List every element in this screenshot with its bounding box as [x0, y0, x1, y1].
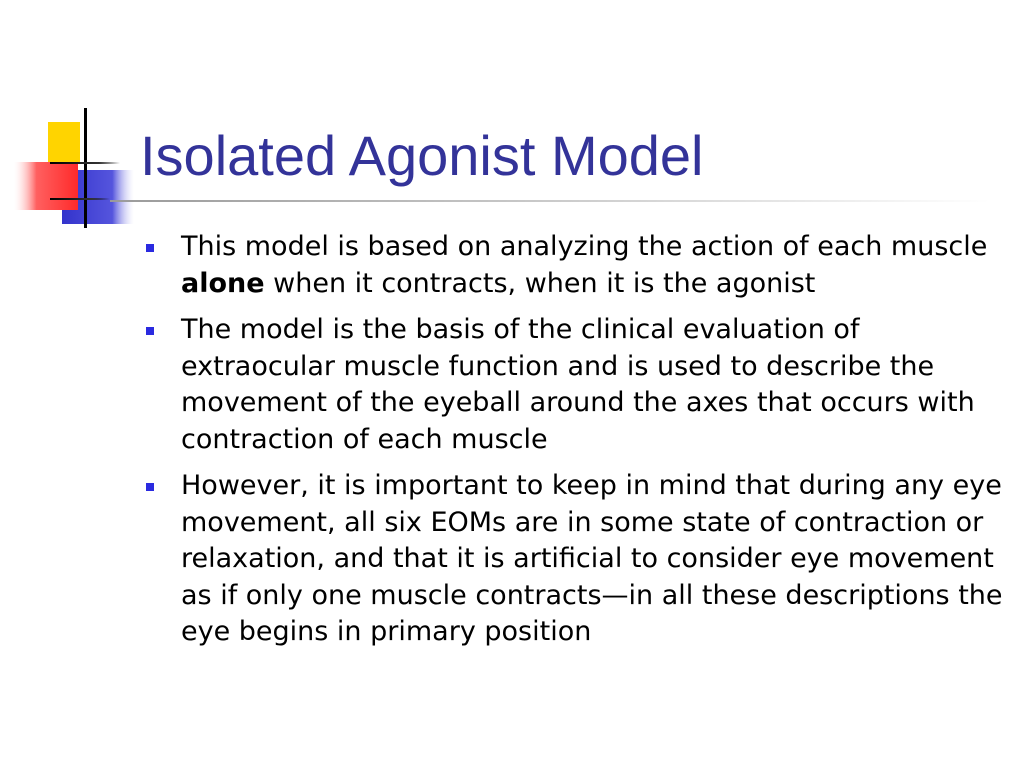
bullet-text-3: However, it is important to keep in mind that during any eye movement, all six EOMs are in some state of contraction or relaxation, and that it is artificial to consider eye movement as if only one muscle contracts—in all these descriptions the eye begins in primary position	[181, 470, 1003, 647]
bullet-item-2	[143, 312, 1003, 458]
bullet-text-2: The model is the basis of the clinical evaluation of extraocular muscle function and is used to describe the movement of the eyeball around the axes that occurs with contraction of each muscle	[181, 314, 975, 455]
bullet-list	[143, 229, 1003, 661]
bullet-text-1-post: when it contracts, when it is the agonist	[264, 267, 816, 299]
red-square	[14, 162, 78, 210]
square-bullet-icon	[146, 244, 154, 252]
decorative-squares-logo	[0, 100, 150, 240]
slide-title: Isolated Agonist Model	[140, 124, 704, 187]
bullet-text-1-emphasis: alone	[181, 267, 265, 299]
vertical-line	[84, 108, 87, 228]
square-bullet-icon	[146, 327, 154, 335]
yellow-square	[48, 122, 80, 162]
title-divider	[110, 200, 990, 202]
bullet-item-1	[143, 229, 1003, 302]
bullet-item-3	[143, 468, 1003, 651]
square-bullet-icon	[146, 483, 154, 491]
horizontal-line-bottom	[50, 198, 110, 200]
horizontal-line-top	[50, 162, 120, 164]
bullet-text-1-pre: This model is based on analyzing the action of each muscle	[181, 231, 988, 262]
